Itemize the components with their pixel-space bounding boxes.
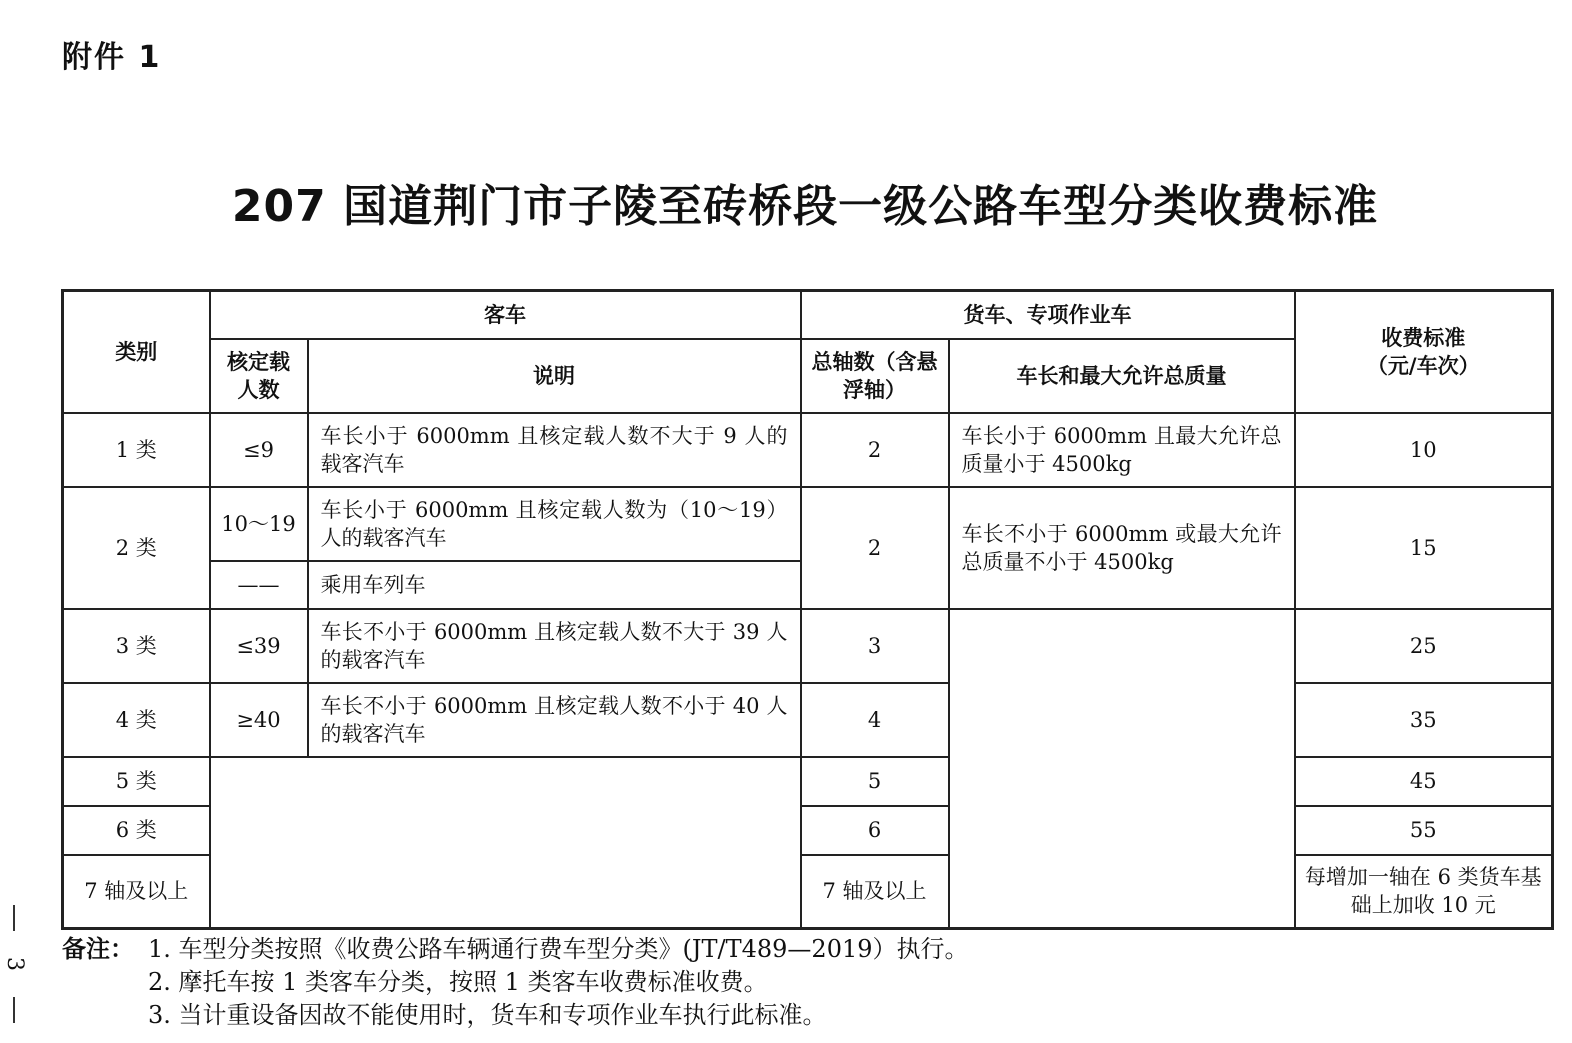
description-cell: 车长不小于 6000mm 且核定载人数不小于 40 人的载客汽车	[308, 683, 801, 757]
freight-desc-cell: 车长小于 6000mm 且最大允许总质量小于 4500kg	[949, 413, 1295, 487]
header-fee-line2: （元/车次）	[1366, 353, 1480, 378]
document-title: 207 国道荆门市子陵至砖桥段一级公路车型分类收费标准	[231, 181, 1379, 232]
fee-cell: 55	[1295, 806, 1553, 855]
seats-cell: ≥40	[210, 683, 308, 757]
category-cell: 1 类	[63, 413, 210, 487]
fee-cell: 35	[1295, 683, 1553, 757]
axles-cell: 4	[801, 683, 949, 757]
table-row	[63, 609, 1553, 683]
note-text: 2. 摩托车按 1 类客车分类，按照 1 类客车收费标准收费。	[148, 968, 768, 996]
description-cell: 车长不小于 6000mm 且核定载人数不大于 39 人的载客汽车	[308, 609, 801, 683]
category-cell: 7 轴及以上	[63, 855, 210, 929]
axles-cell: 6	[801, 806, 949, 855]
fee-cell: 15	[1295, 487, 1553, 609]
description-cell: 乘用车列车	[308, 561, 801, 609]
axles-cell: 2	[801, 487, 949, 609]
page-number-bar-bottom	[13, 997, 15, 1023]
table-row	[63, 487, 1553, 561]
note-item	[62, 999, 969, 1032]
description-cell: 车长小于 6000mm 且核定载人数不大于 9 人的载客汽车	[308, 413, 801, 487]
description-cell: 车长小于 6000mm 且核定载人数为（10～19）人的载客汽车	[308, 487, 801, 561]
table-row	[63, 413, 1553, 487]
fee-cell: 每增加一轴在 6 类货车基础上加收 10 元	[1295, 855, 1553, 929]
seats-cell: 10～19	[210, 487, 308, 561]
header-axles: 总轴数（含悬浮轴）	[801, 339, 949, 413]
fee-table	[61, 289, 1554, 930]
header-category: 类别	[63, 291, 210, 413]
table-row	[63, 683, 1553, 757]
note-item	[62, 966, 969, 999]
fee-cell: 45	[1295, 757, 1553, 806]
notes-label: 备注：	[62, 934, 134, 963]
page-number-value: 3	[2, 957, 27, 971]
note-item	[62, 932, 969, 966]
axles-cell: 2	[801, 413, 949, 487]
seats-cell: ≤9	[210, 413, 308, 487]
freight-desc-cell: 车长不小于 6000mm 或最大允许总质量不小于 4500kg	[949, 487, 1295, 609]
attachment-label: 附件 1	[62, 40, 162, 75]
seats-cell: ——	[210, 561, 308, 609]
fee-cell: 10	[1295, 413, 1553, 487]
axles-cell: 3	[801, 609, 949, 683]
freight-desc-empty-cell	[949, 609, 1295, 929]
category-cell: 2 类	[63, 487, 210, 609]
note-text: 1. 车型分类按照《收费公路车辆通行费车型分类》(JT/T489—2019）执行。	[148, 935, 969, 963]
passenger-empty-cell	[210, 757, 801, 929]
notes	[62, 932, 969, 1032]
axles-cell: 5	[801, 757, 949, 806]
header-fee-line1: 收费标准	[1381, 325, 1466, 350]
axles-cell: 7 轴及以上	[801, 855, 949, 929]
header-freight: 货车、专项作业车	[801, 291, 1295, 339]
header-passenger: 客车	[210, 291, 801, 339]
header-description: 说明	[308, 339, 801, 413]
header-length-mass: 车长和最大允许总质量	[949, 339, 1295, 413]
category-cell: 6 类	[63, 806, 210, 855]
seats-cell: ≤39	[210, 609, 308, 683]
category-cell: 5 类	[63, 757, 210, 806]
category-cell: 3 类	[63, 609, 210, 683]
note-text: 3. 当计重设备因故不能使用时，货车和专项作业车执行此标准。	[148, 1001, 827, 1029]
table-row	[63, 757, 1553, 806]
category-cell: 4 类	[63, 683, 210, 757]
header-fee	[1295, 291, 1553, 413]
header-seats: 核定载人数	[210, 339, 308, 413]
page-number	[2, 905, 27, 1023]
fee-cell: 25	[1295, 609, 1553, 683]
page-number-bar-top	[13, 905, 15, 931]
